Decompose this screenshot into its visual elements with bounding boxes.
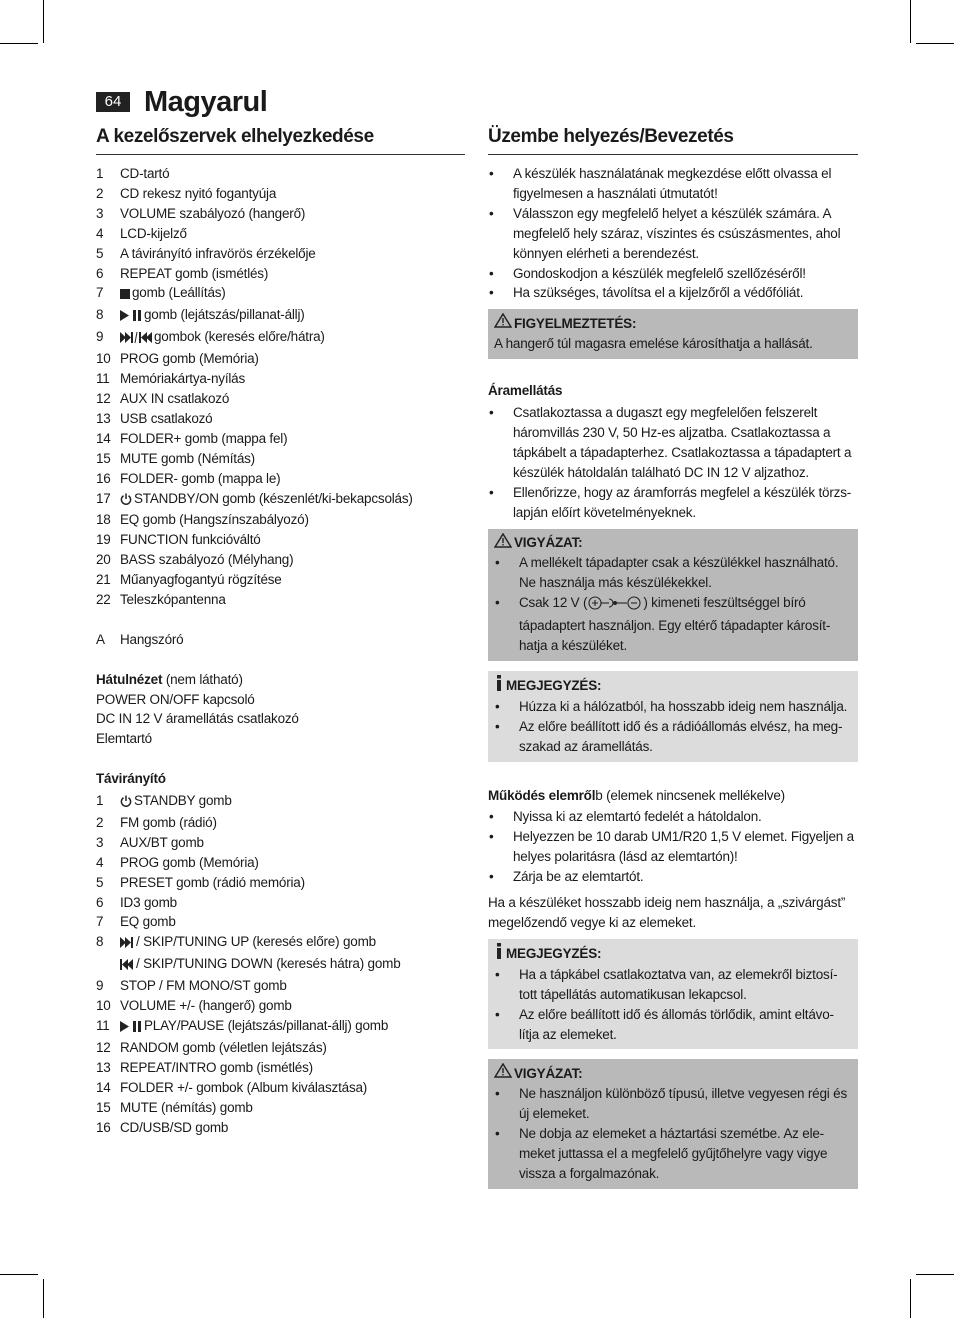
item-number: 6 [96, 265, 104, 281]
list-item [96, 489, 465, 511]
item-text: AUX/BT gomb [120, 834, 204, 850]
list-item [96, 996, 465, 1016]
list-item [494, 697, 852, 717]
list-item [96, 1078, 465, 1098]
controls-list [96, 164, 465, 610]
item-text: USB csatlakozó [120, 410, 213, 426]
item-number: 10 [96, 351, 111, 367]
item-text: PROG gomb (Memória) [120, 351, 259, 367]
list-item [96, 327, 465, 349]
note-box-power [488, 671, 858, 762]
item-text: FM gomb (rádió) [120, 814, 217, 830]
list-item [96, 224, 465, 244]
item-text: RANDOM gomb (véletlen lejátszás) [120, 1039, 327, 1055]
item-number: A [96, 631, 105, 647]
list-item [494, 717, 852, 757]
list-item [96, 369, 465, 389]
list-item [96, 1016, 465, 1038]
item-text: gombok (keresés előre/hátra) [154, 329, 325, 345]
back-view-line: DC IN 12 V áramellátás csatlakozó [96, 711, 299, 727]
item-text: Zárja be az elemtartót. [513, 869, 644, 885]
back-view-block [96, 670, 465, 750]
item-number: 15 [96, 1099, 111, 1115]
item-number: 12 [96, 390, 111, 406]
intro-list [488, 164, 858, 303]
item-text: ID3 gomb [120, 894, 177, 910]
item-text: Nyissa ki az elemtartó fedelét a hátoldalon. [513, 809, 762, 825]
list-item [494, 1124, 852, 1184]
item-number: 4 [96, 225, 104, 241]
caution-title: VIGYÁZAT: [514, 535, 583, 550]
item-text: gomb (Leállítás) [132, 285, 226, 301]
remote-title: Távirányító [96, 771, 166, 787]
list-item [488, 483, 858, 523]
note-title: MEGJEGYZÉS: [506, 945, 602, 961]
item-text: Ellenőrizze, hogy az áramforrás megfelel a készülék törzs-lapján előírt követelményeknek. [513, 484, 852, 520]
play-pause-icon [120, 307, 142, 327]
list-item [96, 530, 465, 550]
bullet: • [489, 166, 494, 181]
bullet: • [489, 265, 494, 281]
list-item [96, 1058, 465, 1078]
item-text: FOLDER +/- gombok (Album kiválasztása) [120, 1079, 368, 1095]
list-item: • Csak 12 V ( ) kimeneti feszültséggel bíró tápadaptert használjon. Egy eltérő tápadapter károsít-hatja a készüléket. [495, 595, 831, 654]
item-text: Húzza ki a hálózatból, ha hosszabb ideig nem használja. [519, 698, 848, 714]
bullet: • [489, 829, 494, 845]
polarity-symbol-icon [587, 596, 643, 616]
list-item [96, 630, 465, 650]
item-text: / SKIP/TUNING DOWN (keresés hátra) gomb [136, 956, 401, 972]
list-item [96, 954, 465, 976]
crop-mark [916, 1274, 954, 1275]
item-number: 13 [96, 1059, 111, 1075]
item-number: 1 [96, 166, 104, 181]
crop-mark [43, 0, 44, 43]
list-item [96, 912, 465, 932]
item-text: MUTE (némítás) gomb [120, 1099, 253, 1115]
note-box-battery [488, 939, 858, 1050]
item-number: 19 [96, 532, 111, 548]
item-text: FOLDER- gomb (mappa le) [120, 470, 281, 486]
list-item [96, 429, 465, 449]
battery-title: Működés elemről [488, 787, 596, 803]
list-item: • A mellékelt tápadapter csak a készülékkel használható. Ne használja más készülékekkel. [495, 555, 839, 591]
remote-list [96, 791, 465, 1137]
item-number: 4 [96, 854, 104, 870]
warning-triangle-icon [494, 533, 512, 554]
item-text: Ne dobja az elemeket a háztartási szemétbe. Az ele-meket juttassa el a megfelelő gyűjtőhelyre vagy vigye vissza a forgalmazónak. [519, 1126, 828, 1181]
caution-box-battery [488, 1059, 858, 1188]
item-text: VOLUME szabályozó (hangerő) [120, 205, 306, 221]
bullet: • [489, 809, 494, 825]
item-text: Teleszkópantenna [120, 592, 226, 608]
warning-triangle-icon [494, 1063, 512, 1084]
list-item [488, 204, 858, 264]
item-text: Hangszóró [120, 631, 184, 647]
warning-box [488, 309, 858, 359]
crop-mark [910, 1279, 911, 1318]
item-number: 14 [96, 1079, 111, 1095]
power-list [488, 403, 858, 522]
item-text: EQ gomb (Hangszínszabályozó) [120, 512, 309, 528]
list-item [488, 283, 858, 303]
item-number: 14 [96, 430, 111, 446]
list-item [494, 1005, 852, 1045]
power-icon [120, 793, 132, 813]
bullet: • [495, 698, 500, 714]
item-text: LCD-kijelző [120, 225, 187, 241]
item-number: 10 [96, 998, 111, 1014]
back-view-note: (nem látható) [162, 671, 243, 687]
battery-title-note: b (elemek nincsenek mellékelve) [595, 787, 785, 803]
item-number: 1 [96, 793, 104, 809]
list-item [96, 813, 465, 833]
bullet: • [495, 718, 500, 734]
item-number: 11 [96, 371, 110, 387]
bullet: • [489, 285, 494, 301]
stop-icon [120, 285, 130, 305]
item-text: FOLDER+ gomb (mappa fel) [120, 430, 288, 446]
item-number: 11 [96, 1018, 110, 1034]
list-item [96, 976, 465, 996]
item-number: 9 [96, 978, 104, 994]
list-item [96, 409, 465, 429]
item-number: 3 [96, 834, 104, 850]
item-number: 13 [96, 410, 111, 426]
bullet: • [495, 1086, 500, 1102]
list-item [96, 1038, 465, 1058]
item-text: CD rekesz nyitó fogantyúja [120, 185, 277, 201]
page-title: Magyarul [144, 86, 268, 118]
item-text: CD/USB/SD gomb [120, 1119, 229, 1135]
warning-text: A hangerő túl magasra emelése károsíthatja a hallását. [494, 336, 813, 352]
item-number: 16 [96, 1119, 111, 1135]
item-text: gomb (lejátszás/pillanat-állj) [144, 307, 305, 323]
list-item [96, 791, 465, 813]
list-item [96, 305, 465, 327]
crop-mark [0, 43, 38, 44]
crop-mark [910, 0, 911, 43]
item-text: Ne használjon különböző típusú, illetve vegyesen régi és új elemeket. [519, 1086, 848, 1122]
item-text: Memóriakártya-nyílás [120, 371, 246, 387]
item-number: 2 [96, 185, 104, 201]
list-item [96, 893, 465, 913]
caution-box-power [488, 529, 858, 661]
caution-title: VIGYÁZAT: [514, 1065, 583, 1081]
item-number: 15 [96, 450, 111, 466]
item-number: 5 [96, 874, 104, 890]
list-item [96, 833, 465, 853]
bullet: • [489, 405, 494, 421]
caution-list [494, 553, 852, 656]
bullet: • [495, 966, 500, 982]
page-number: 64 [96, 92, 130, 112]
info-icon [494, 675, 504, 697]
item-text: Műanyagfogantyú rögzítése [120, 572, 282, 588]
warning-title: FIGYELMEZTETÉS: [514, 315, 637, 331]
item-number: 20 [96, 552, 111, 568]
item-text: Ha szükséges, távolítsa el a kijelzőről a védőfóliát. [513, 285, 804, 301]
item-text: STANDBY gomb [134, 793, 232, 809]
item-text: PLAY/PAUSE (lejátszás/pillanat-állj) gomb [144, 1018, 389, 1034]
battery-list [488, 807, 858, 887]
item-text: Gondoskodjon a készülék megfelelő szellőzéséről! [513, 265, 806, 281]
list-item [96, 164, 465, 184]
list-item [96, 550, 465, 570]
item-text: Az előre beállított idő és a rádióállomás elvész, ha meg-szakad az áramellátás. [519, 718, 843, 754]
note-list [494, 697, 852, 757]
list-item [488, 827, 858, 867]
back-view-line: Elemtartó [96, 731, 152, 747]
item-number: 8 [96, 934, 104, 950]
list-item [96, 204, 465, 224]
list-item [96, 932, 465, 954]
list-item [96, 570, 465, 590]
item-number: 5 [96, 245, 104, 261]
crop-mark [916, 43, 954, 44]
list-item [494, 1084, 852, 1124]
list-item [96, 349, 465, 369]
item-text: Az előre beállított idő és állomás törlődik, amint eltávo-lítja az elemeket. [519, 1006, 834, 1042]
item-text: A készülék használatának megkezdése előtt olvassa el figyelmesen a használati útmutatót! [513, 166, 832, 201]
list-item [488, 264, 858, 284]
power-title: Áramellátás [488, 383, 563, 399]
note-list [494, 965, 852, 1045]
item-text: CD-tartó [120, 166, 170, 181]
warning-triangle-icon [494, 313, 512, 334]
list-item [96, 510, 465, 530]
crop-mark [43, 1279, 44, 1318]
list-item [488, 867, 858, 887]
item-number: 7 [96, 285, 104, 301]
item-text: A távirányító infravörös érzékelője [120, 245, 316, 261]
section-heading-controls: A kezelőszervek elhelyezkedése [96, 122, 465, 155]
item-number: 18 [96, 512, 111, 528]
battery-title-row [488, 786, 858, 806]
item-text: Válasszon egy megfelelő helyet a készülék számára. A megfelelő hely száraz, víszintes és csúszásmentes, ahol könnyen elérheti a berendezést. [513, 205, 841, 261]
item-text: PRESET gomb (rádió memória) [120, 874, 305, 890]
back-view-lines [96, 690, 465, 750]
list-item [96, 1098, 465, 1118]
skip-icon [120, 329, 152, 349]
list-item [96, 1118, 465, 1138]
item-text: FUNCTION funkcióváltó [120, 532, 261, 548]
item-text: VOLUME +/- (hangerő) gomb [120, 998, 292, 1014]
list-item [96, 283, 465, 305]
speaker-row [96, 630, 465, 650]
list-item [96, 389, 465, 409]
list-item [96, 449, 465, 469]
bullet: • [489, 869, 494, 885]
item-number: 7 [96, 914, 104, 930]
item-number: 2 [96, 814, 104, 830]
list-item [488, 164, 858, 204]
note-title: MEGJEGYZÉS: [506, 677, 602, 693]
list-item [488, 807, 858, 827]
remote-block [96, 769, 465, 1137]
item-number: 3 [96, 205, 104, 221]
info-icon [494, 943, 504, 965]
item-text: REPEAT/INTRO gomb (ismétlés) [120, 1059, 313, 1075]
list-item [96, 853, 465, 873]
back-view-title: Hátulnézet [96, 671, 163, 687]
list-item [494, 965, 852, 1005]
list-item [96, 590, 465, 610]
item-text: Ha a tápkábel csatlakoztatva van, az elemekről biztosí-tott tápellátás automatikusan lekapcsol. [519, 966, 838, 1002]
item-text: STANDBY/ON gomb (készenlét/ki-bekapcsolás) [134, 490, 413, 506]
item-text: / SKIP/TUNING UP (keresés előre) gomb [136, 934, 376, 950]
list-item [96, 264, 465, 284]
bullet: • [489, 484, 494, 500]
skip-prev-icon [120, 956, 134, 976]
item-text: EQ gomb [120, 914, 176, 930]
list-item [96, 873, 465, 893]
bullet: • [489, 205, 494, 221]
item-number: 16 [96, 470, 111, 486]
caution-list [494, 1084, 852, 1184]
bullet: • [495, 1126, 500, 1142]
item-text: AUX IN csatlakozó [120, 390, 230, 406]
item-number: 6 [96, 894, 104, 910]
bullet: • [495, 1006, 500, 1022]
list-item [96, 184, 465, 204]
left-column [96, 122, 465, 1137]
item-text: BASS szabályozó (Mélyhang) [120, 552, 294, 568]
item-text: REPEAT gomb (ismétlés) [120, 265, 269, 281]
item-number: 21 [96, 572, 111, 588]
section-heading-setup: Üzembe helyezés/Bevezetés [488, 122, 858, 155]
back-view-line: POWER ON/OFF kapcsoló [96, 691, 255, 707]
item-text: Helyezzen be 10 darab UM1/R20 1,5 V elemet. Figyeljen a helyes polaritásra (lásd az elemtartón)! [513, 829, 854, 865]
item-text: PROG gomb (Memória) [120, 854, 259, 870]
item-text: Csatlakoztassa a dugaszt egy megfelelően felszerelt háromvillás 230 V, 50 Hz-es aljzatba. Csatlakoztassa a tápkábelt a tápadapterhez. Csatlakoztassa a tápadaptert a készülék hátoldalán található DC IN 12 V aljzathoz. [513, 405, 852, 480]
item-number: 9 [96, 329, 104, 345]
crop-mark [0, 1274, 38, 1275]
battery-after-text: Ha a készüléket hosszabb ideig nem használja, a „szivárgást” megelőzendő vegye ki az elemeket. [488, 895, 846, 930]
skip-next-icon [120, 934, 134, 954]
item-number [96, 954, 120, 976]
item-text: STOP / FM MONO/ST gomb [120, 978, 287, 994]
list-item [96, 469, 465, 489]
list-item [96, 244, 465, 264]
item-number: 22 [96, 592, 111, 608]
play-pause-icon [120, 1018, 142, 1038]
item-number: 12 [96, 1039, 111, 1055]
list-item [488, 403, 858, 483]
item-number: 8 [96, 307, 104, 323]
right-column [488, 122, 858, 1199]
item-number: 17 [96, 490, 111, 506]
item-text: MUTE gomb (Némítás) [120, 450, 255, 466]
power-icon [120, 491, 132, 511]
